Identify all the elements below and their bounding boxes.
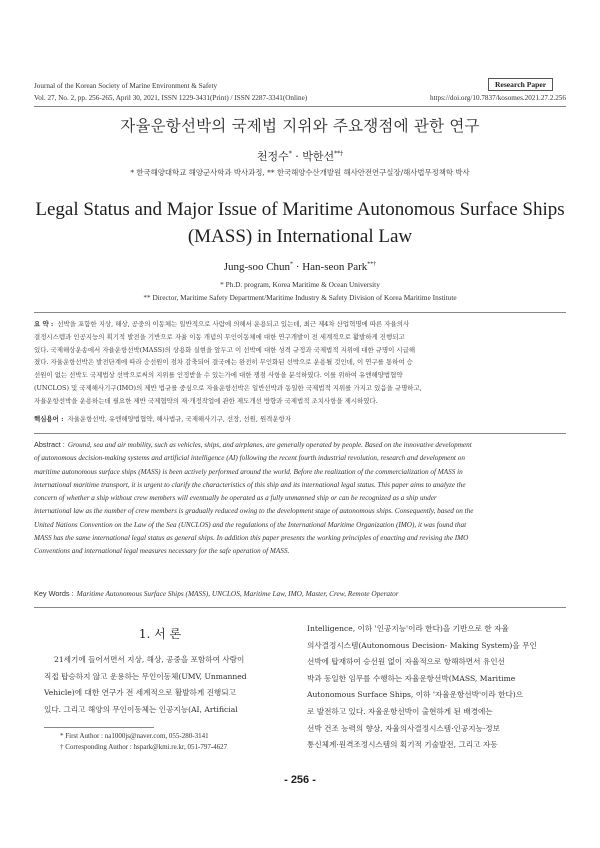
author1-en: Jung-soo Chun (223, 261, 291, 273)
abstract-en-line: of autonomous decision-making systems and artificial intelligence (AI) following the recent fourth industrial revolution, research and development on (34, 454, 465, 463)
author2-ko-mark: **† (334, 150, 344, 158)
abstract-en-line: Conventions and international legal measures necessary for the safe operation of MASS. (34, 547, 290, 556)
abstract-en-line: United Nations Convention on the Law of the Sea (UNCLOS) and the regulations of the International Maritime Organization (IMO), it was found that (34, 520, 467, 529)
footnote-first-author: * First Author : na1000js@naver.com, 055-280-3141 (60, 732, 209, 740)
footnote-corresponding-author: † Corresponding Author : hspark@kmi.re.kr, 051-797-4627 (60, 743, 228, 751)
body-line: 직접 탑승하지 않고 운용하는 무인이동체(UMV, Unmanned (44, 671, 247, 681)
abstract-korean (34, 318, 566, 408)
author1-ko: 천정수 (256, 150, 289, 163)
header-rule (34, 106, 566, 107)
abstract-en-line: Ground, sea and air mobility, such as vehicles, ships, and airplanes, are generally operated by people. Based on the innovative development (67, 441, 472, 449)
body-line: 박과 동일한 임무를 수행하는 자율운항선박(MASS, Maritime (307, 673, 516, 683)
abstract-english (34, 438, 566, 559)
affiliation-english-2: ** Director, Maritime Safety Department/Maritime Industry & Safety Division of Korea Maritime Institute (143, 293, 457, 302)
keywords-en-text: Maritime Autonomous Surface Ships (MASS), UNCLOS, Maritime Law, IMO, Master, Crew, Remote Operator (76, 589, 399, 598)
body-left-column (44, 652, 290, 718)
body-line: Intelligence, 이하 '인공지능'이라 한다)을 기반으로 한 자율 (307, 624, 509, 633)
abstract-ko-line: (UNCLOS) 및 국제해사기구(IMO)의 제반 법규를 중심으로 자율운항선박은 일반선박과 동일한 국제법적 지위를 가지고 있음을 규명하고, (34, 383, 422, 392)
section-1-title: 1. 서 론 (138, 627, 182, 641)
doi-link[interactable]: https://doi.org/10.7837/kosomes.2021.27.2.256 (429, 94, 566, 102)
body-line: Autonomous Surface Ships, 이하 '자율운항선박'이라 한다)으 (307, 690, 524, 700)
title-korean: 자율운항선박의 국제법 지위와 주요쟁점에 관한 연구 (120, 117, 480, 135)
abstract-ko-line: 있다. 국제해상운송에서 자율운항선박(MASS)의 상용화 실현을 앞두고 이 선박에 대한 성격 규정과 국제법적 지위에 대한 규명이 시급해 (34, 345, 416, 354)
body-line: 선박에 탑재하여 승선원 없이 자율적으로 항해하면서 유인선 (307, 657, 505, 667)
footnote-rule (44, 727, 154, 728)
affiliation-english-1: * Ph.D. program, Korea Maritime & Ocean University (220, 280, 380, 289)
abstract-en-line: maritime autonomous surface ships (MASS) is been actively performed around the world. Before the realization of the commercialization of MASS in (34, 467, 463, 476)
keywords-ko-text: 자율운항선박, 유엔해양법협약, 해사법규, 국제해사기구, 선장, 선원, 원격운항자 (67, 415, 292, 423)
abstract-en-line: concern of whether a ship without crew members will eventually be operated as a fully unmanned ship or can be recognized as a ship under (34, 494, 437, 503)
abstract-en-line: MASS has the same international legal status as general ships. In addition this paper presents the working principles of enacting and revising the IMO (34, 534, 469, 543)
affiliation-korean: * 한국해양대학교 해양군사학과 박사과정, ** 한국해양수산개발원 해사안전연구실장/해사법무정책학 박사 (130, 168, 470, 177)
body-line: 있다. 그리고 해양의 무인이동체는 인공지능(AI, Artificial (44, 704, 238, 714)
abstract-bottom-rule (34, 607, 566, 608)
abstract-ko-line: 선원이 없는 선박도 국제법상 선박으로써의 지위를 인정받을 수 있는가에 대한 쟁점 사항을 분석하였다. 이를 위하여 유엔해양법협약 (34, 371, 403, 380)
body-line: 선박 건조 능력의 향상, 자율의사결정시스템·인공지능·정보 (307, 723, 500, 733)
title-english-line2: (MASS) in International Law (187, 226, 413, 247)
author1-en-mark: * (290, 261, 294, 268)
journal-name: Journal of the Korean Society of Marine Environment & Safety (34, 82, 218, 90)
author2-en-mark: **† (367, 261, 377, 268)
body-right-column (307, 621, 565, 754)
abstract-ko-line: 졌다. 자율운항선박은 발전단계에 따라 승선원이 점차 감축되어 결국에는 완전히 무인화된 선박으로 운용될 것인데, 이 연구를 통하여 승 (34, 358, 413, 367)
body-line: 로 발전하고 있다. 자율운항선박이 출현하게 된 배경에는 (307, 706, 493, 716)
body-line: 21세기에 들어서면서 지상, 해상, 공중을 포함하여 사람이 (54, 655, 245, 664)
abstract-ko-label: 요 약 : (34, 320, 54, 328)
title-english-line1: Legal Status and Major Issue of Maritime Autonomous Surface Ships (35, 199, 565, 220)
abstract-ko-line: 자율운항선박을 운용하는데 필요한 제반 국제협약의 재·개정작업에 관한 제도개선 방향과 국제법적 조치사항을 제시하였다. (34, 396, 378, 405)
abstract-top-rule (34, 312, 566, 313)
title-english (0, 196, 600, 250)
abstract-en-label: Abstract : (34, 440, 65, 449)
body-line: Vehicle)에 대한 연구가 전 세계적으로 활발하게 진행되고 (44, 688, 236, 698)
abstract-en-line: international maritime transport, it is urgent to clarify the characteristics of this ship and its international legal status. This paper aims to analyze the (34, 480, 466, 489)
footnotes (60, 731, 227, 753)
body-line: 의사결정시스템(Autonomous Decision- Making System)을 무인 (307, 640, 537, 650)
abstract-ko-line: 선박을 포함한 지상, 해상, 공중의 이동체는 일반적으로 사람에 의해서 운용되고 있는데, 최근 제4차 산업혁명에 따른 자율의사 (57, 320, 410, 328)
keywords-ko-label: 핵심용어 : (34, 415, 64, 423)
keywords-en-label: Key Words : (34, 589, 74, 598)
authors-korean (0, 148, 600, 164)
author-sep-ko: · (291, 150, 303, 163)
page-number: - 256 - (284, 774, 316, 786)
author2-en: Han-seon Park (302, 261, 368, 273)
abstract-mid-rule (34, 433, 566, 434)
abstract-ko-line: 결정시스템과 인공지능의 획기적 발전을 기반으로 자율 이동 개념의 무인이동체에 대한 연구개발이 전 세계적으로 활발하게 진행되고 (34, 332, 405, 341)
abstract-en-line: international law as the number of crew members is gradually reduced owing to the development stage of autonomous ships. Consequently, based on the (34, 507, 474, 516)
body-line: 통신체계·원격조정시스템의 획기적 기술발전, 그리고 자동 (307, 740, 498, 750)
author1-ko-mark: * (288, 150, 292, 158)
author2-ko: 박한선 (302, 150, 335, 163)
research-paper-badge: Research Paper (488, 78, 553, 91)
volume-info: Vol. 27, No. 2, pp. 256-265, April 30, 2021, ISSN 1229-3431(Print) / ISSN 2287-3341(Online) (34, 94, 308, 102)
authors-english (0, 261, 600, 273)
keywords-korean (34, 413, 566, 426)
author-sep-en: · (293, 261, 303, 273)
keywords-english (34, 589, 566, 598)
